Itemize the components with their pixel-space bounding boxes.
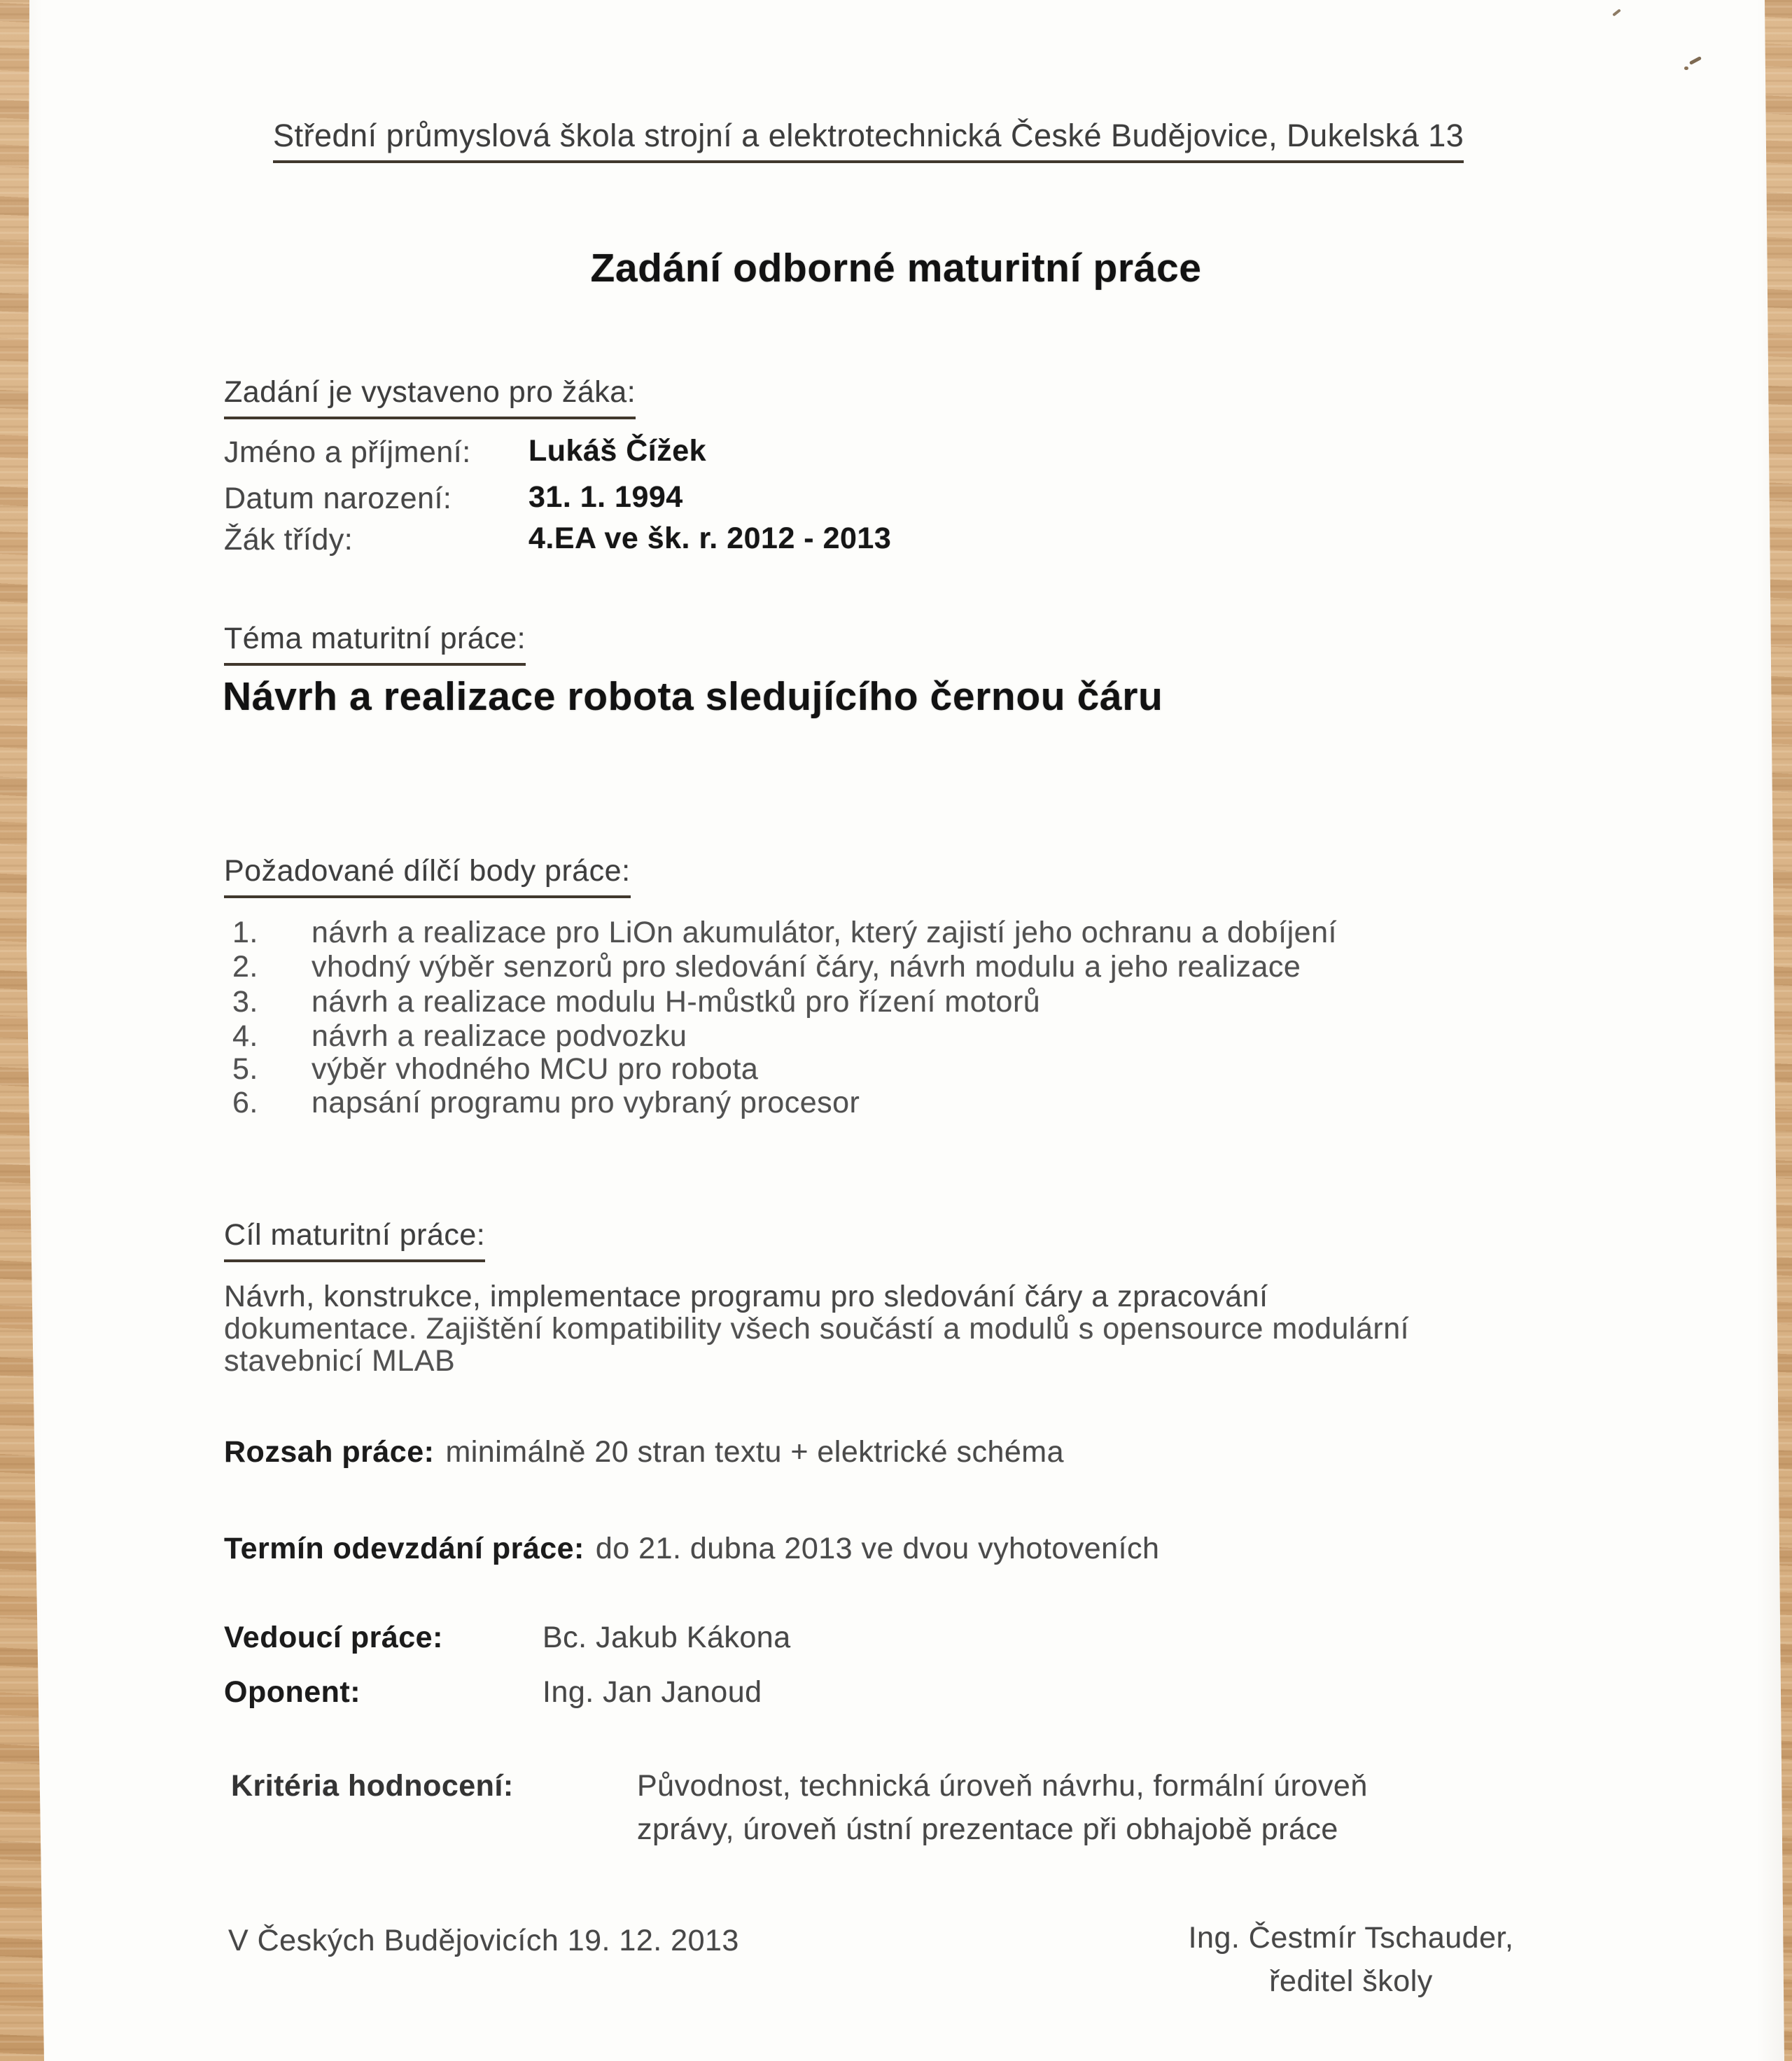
deadline-label: Termín odevzdání práce:: [224, 1532, 584, 1565]
requirement-number: 1.: [232, 916, 258, 949]
requirement-number: 6.: [232, 1086, 258, 1119]
goal-section-heading: Cíl maturitní práce:: [224, 1218, 485, 1262]
page-title: Zadání odborné maturitní práce: [590, 246, 1202, 291]
requirement-text: návrh a realizace pro LiOn akumulátor, který zajistí jeho ochranu a dobíjení: [312, 916, 1337, 949]
requirement-number: 5.: [232, 1052, 258, 1086]
school-header: Střední průmyslová škola strojní a elektrotechnická České Budějovice, Dukelská 13: [273, 118, 1464, 163]
student-class-label: Žák třídy:: [224, 523, 354, 557]
criteria-line: Původnost, technická úroveň návrhu, formální úroveň: [637, 1769, 1368, 1803]
signatory-name: Ing. Čestmír Tschauder,: [1188, 1921, 1514, 1955]
requirement-text: výběr vhodného MCU pro robota: [312, 1052, 759, 1086]
supervisor-label: Vedoucí práce:: [224, 1621, 443, 1654]
requirement-item: [232, 950, 258, 985]
requirement-item: [232, 1086, 258, 1121]
requirement-number: 4.: [232, 1019, 258, 1053]
opponent-value: Ing. Jan Janoud: [542, 1675, 762, 1709]
scan-artifact: [1684, 67, 1688, 70]
deadline-row: [224, 1532, 1159, 1567]
requirements-section-heading: Požadované dílčí body práce:: [224, 854, 631, 898]
topic-section-heading: Téma maturitní práce:: [224, 622, 526, 666]
supervisor-value: Bc. Jakub Kákona: [542, 1621, 791, 1654]
requirement-number: 3.: [232, 985, 258, 1019]
student-section-heading: Zadání je vystaveno pro žáka:: [224, 375, 636, 419]
requirement-text: vhodný výběr senzorů pro sledování čáry, návrh modulu a jeho realizace: [312, 950, 1301, 984]
student-birth-label: Datum narození:: [224, 482, 452, 515]
footer-place-date: V Českých Budějovicích 19. 12. 2013: [228, 1924, 739, 1957]
scope-value: minimálně 20 stran textu + elektrické schéma: [445, 1435, 1065, 1469]
criteria-label: Kritéria hodnocení:: [231, 1769, 514, 1803]
requirement-text: návrh a realizace podvozku: [312, 1019, 687, 1053]
goal-line: Návrh, konstrukce, implementace programu pro sledování čáry a zpracování: [224, 1280, 1268, 1313]
goal-line: dokumentace. Zajištění kompatibility všech součástí a modulů s opensource modulární: [224, 1312, 1410, 1346]
requirement-text: napsání programu pro vybraný procesor: [312, 1086, 860, 1119]
student-name-label: Jméno a příjmení:: [224, 435, 471, 469]
goal-line: stavebnicí MLAB: [224, 1344, 456, 1378]
student-birth-value: 31. 1. 1994: [528, 480, 683, 514]
student-class-value: 4.EA ve šk. r. 2012 - 2013: [528, 522, 892, 555]
requirement-number: 2.: [232, 950, 258, 984]
signatory-role: ředitel školy: [1269, 1964, 1433, 1998]
requirement-item: [232, 985, 258, 1020]
requirement-item: [232, 916, 258, 951]
requirement-text: návrh a realizace modulu H-můstků pro řízení motorů: [312, 985, 1041, 1019]
student-name-value: Lukáš Čížek: [528, 434, 707, 468]
requirement-item: [232, 1019, 258, 1054]
requirement-item: [232, 1052, 258, 1087]
scope-label: Rozsah práce:: [224, 1435, 435, 1469]
opponent-label: Oponent:: [224, 1675, 361, 1709]
scope-row: [224, 1435, 1064, 1470]
criteria-line: zprávy, úroveň ústní prezentace při obhajobě práce: [637, 1812, 1338, 1846]
thesis-topic-title: Návrh a realizace robota sledujícího černou čáru: [223, 674, 1163, 719]
deadline-value: do 21. dubna 2013 ve dvou vyhotoveních: [595, 1532, 1160, 1565]
